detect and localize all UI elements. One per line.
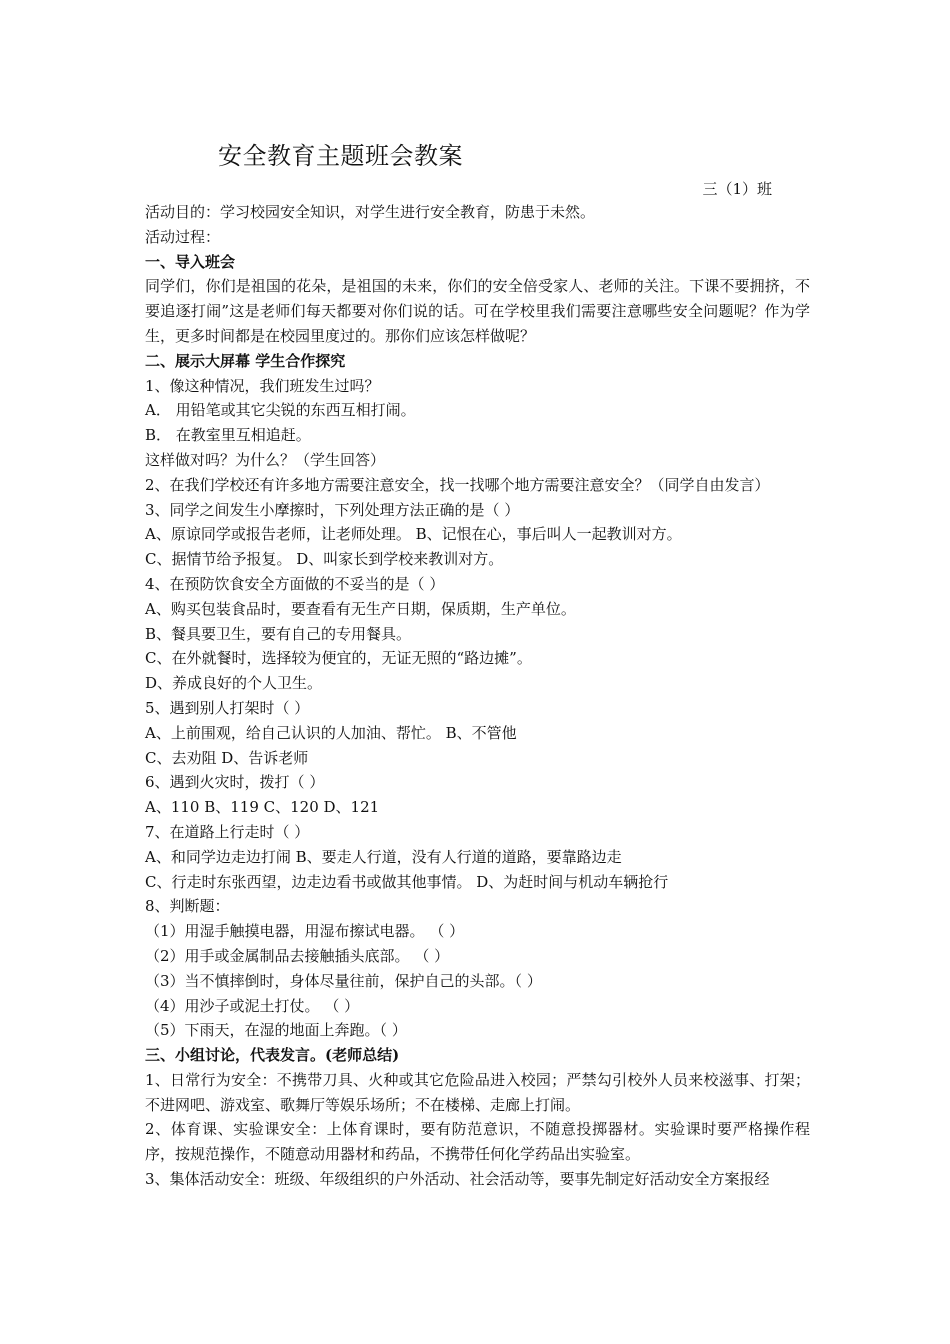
body-paragraph: （3）当不慎摔倒时，身体尽量往前，保护自己的头部。（ ）: [145, 971, 542, 990]
body-paragraph: 这样做对吗？为什么？（学生回答）: [145, 450, 386, 469]
body-paragraph: 1、日常行为安全：不携带刀具、火种或其它危险品进入校园；严禁勾引校外人员来校滋事、打架；不进网吧、游戏室、歌舞厅等娱乐场所；不在楼梯、走廊上打闹。: [145, 1070, 810, 1114]
body-paragraph: 2、在我们学校还有许多地方需要注意安全，找一找哪个地方需要注意安全？（同学自由发言）: [145, 475, 770, 494]
body-paragraph: 活动过程：: [145, 227, 221, 246]
document-body: [145, 200, 810, 1192]
body-paragraph: A、上前围观，给自己认识的人加油、帮忙。 B、不管他: [145, 723, 517, 742]
body-paragraph: A、购买包装食品时，要查看有无生产日期，保质期，生产单位。: [145, 599, 576, 618]
body-paragraph: 3、同学之间发生小摩擦时，下列处理方法正确的是（ ）: [145, 500, 520, 519]
body-paragraph: B． 在教室里互相追赶。: [145, 426, 311, 445]
body-paragraph: 5、遇到别人打架时（ ）: [145, 698, 310, 717]
body-paragraph: C、去劝阻 D、告诉老师: [145, 748, 309, 767]
body-paragraph: 同学们，你们是祖国的花朵，是祖国的未来，你们的安全倍受家人、老师的关注。下课不要拥挤，不要追逐打闹”这是老师们每天都要对你们说的话。可在学校里我们需要注意哪些安全问题呢？作为学生，更多时间都是在校园里度过的。那你们应该怎样做呢？: [145, 277, 810, 345]
body-paragraph: A、原谅同学或报告老师，让老师处理。 B、记恨在心，事后叫人一起教训对方。: [145, 525, 682, 544]
body-paragraph: 8、判断题：: [145, 897, 230, 916]
body-paragraph: （4）用沙子或泥土打仗。 （ ）: [145, 996, 360, 1015]
body-paragraph: 活动目的：学习校园安全知识，对学生进行安全教育，防患于未然。: [145, 203, 596, 221]
body-paragraph: D、养成良好的个人卫生。: [145, 674, 323, 693]
body-paragraph: 3、集体活动安全：班级、年级组织的户外活动、社会活动等，要事先制定好活动安全方案报经: [145, 1170, 770, 1189]
body-paragraph: A、110 B、119 C、120 D、121: [145, 798, 380, 817]
body-paragraph: 2、体育课、实验课安全：上体育课时，要有防范意识，不随意投掷器材。实验课时要严格操作程序，按规范操作，不随意动用器材和药品，不携带任何化学药品出实验室。: [145, 1120, 810, 1164]
body-paragraph: 6、遇到火灾时，拨打（ ）: [145, 773, 325, 792]
body-paragraph: A、和同学边走边打闹 B、要走人行道，没有人行道的道路，要靠路边走: [145, 847, 622, 866]
section-heading: 三、小组讨论，代表发言。(老师总结): [145, 1046, 400, 1065]
document-title: 安全教育主题班会教案: [218, 142, 463, 170]
body-paragraph: （1）用湿手触摸电器，用湿布擦试电器。 （ ）: [145, 922, 465, 941]
body-paragraph: A． 用铅笔或其它尖锐的东西互相打闹。: [145, 401, 416, 420]
body-paragraph: 1、像这种情况，我们班发生过吗？: [145, 376, 380, 395]
body-paragraph: （5）下雨天，在湿的地面上奔跑。（ ）: [145, 1021, 407, 1040]
section-heading: 二、展示大屏幕 学生合作探究: [145, 351, 346, 370]
body-paragraph: 7、在道路上行走时（ ）: [145, 822, 310, 841]
body-paragraph: （2）用手或金属制品去接触插头底部。 （ ）: [145, 946, 450, 965]
body-paragraph: C、在外就餐时，选择较为便宜的，无证无照的“路边摊”。: [145, 649, 532, 668]
class-label: 三（1）班: [702, 180, 772, 198]
body-paragraph: C、据情节给予报复。 D、叫家长到学校来教训对方。: [145, 550, 504, 569]
body-paragraph: C、行走时东张西望，边走边看书或做其他事情。 D、为赶时间与机动车辆抢行: [145, 872, 669, 891]
body-paragraph: 4、在预防饮食安全方面做的不妥当的是（ ）: [145, 574, 445, 593]
section-heading: 一、导入班会: [145, 252, 236, 271]
body-paragraph: B、餐具要卫生，要有自己的专用餐具。: [145, 624, 412, 643]
